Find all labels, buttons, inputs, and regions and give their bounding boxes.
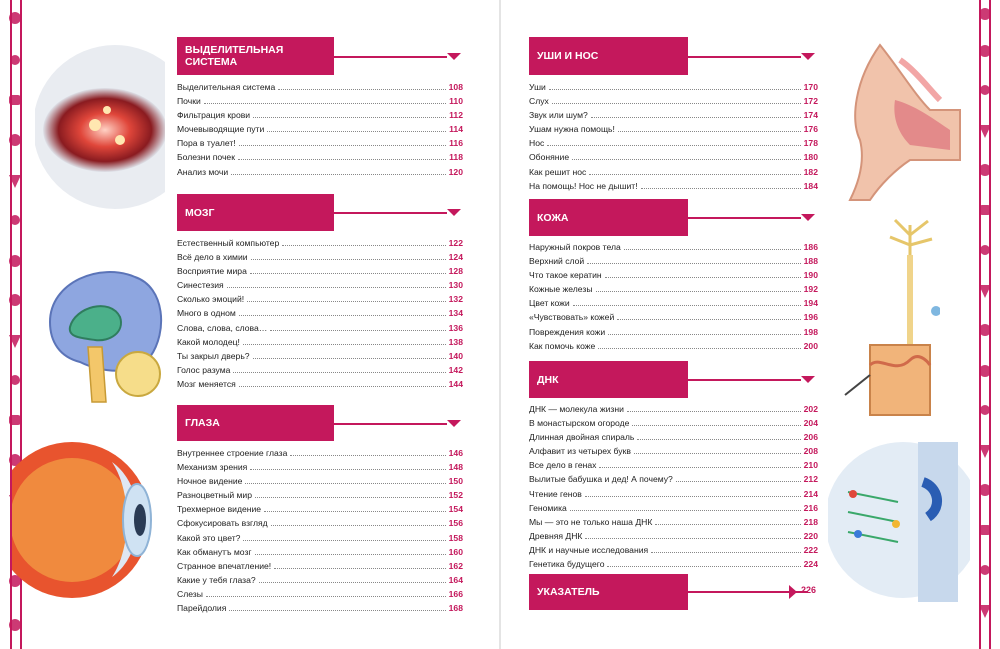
section-title: ДНК [529,361,688,398]
toc-entry[interactable]: Чтение генов 214 [529,488,818,499]
brain-illustration [40,262,170,407]
section-triangle-icon [447,420,461,427]
toc-entry[interactable]: Разноцветный мир 152 [177,490,463,501]
toc-entry[interactable]: Фильтрация крови 112 [177,110,463,121]
toc-entry[interactable]: ДНК и научные исследования 222 [529,544,818,555]
section-triangle-icon [801,376,815,383]
toc-entry[interactable]: Выделительная система 108 [177,82,463,92]
toc-entry[interactable]: В монастырском огороде 204 [529,418,818,429]
toc-entry-list [177,446,463,615]
kidney-tissue-illustration [35,40,165,215]
section-triangle-icon [801,214,815,221]
section-rule [688,217,801,219]
toc-entry[interactable]: Верхний слой 188 [529,256,818,267]
toc-entry-list [177,236,463,391]
toc-entry[interactable]: Какой молодец! 138 [177,336,463,347]
section-title: УШИ И НОС [529,37,688,75]
toc-entry[interactable]: Геномика 216 [529,502,818,513]
skin-neuron-illustration [840,215,940,420]
toc-entry[interactable]: Естественный компьютер 122 [177,238,463,248]
toc-entry[interactable]: Повреждения кожи 198 [529,326,818,337]
toc-entry-list [529,402,818,571]
border-line [979,0,981,649]
border-line [989,0,991,649]
toc-entry[interactable]: Наружный покров тела 186 [529,242,818,252]
toc-entry-list [529,80,818,193]
toc-entry[interactable]: Парейдолия 168 [177,603,463,614]
toc-entry[interactable]: Как решит нос 182 [529,166,818,177]
toc-entry[interactable]: Обоняние 180 [529,152,818,163]
toc-entry[interactable]: Сколько эмоций! 132 [177,294,463,305]
toc-entry[interactable]: Вылитые бабушка и дед! А почему? 212 [529,474,818,485]
toc-section-brain [177,194,463,391]
toc-entry[interactable]: Слова, слова, слова… 136 [177,322,463,333]
toc-entry[interactable]: Трехмерное видение 154 [177,504,463,515]
toc-entry[interactable]: Что такое кератин 190 [529,270,818,281]
toc-entry[interactable]: Генетика будущего 224 [529,559,818,570]
toc-entry[interactable]: Болезни почек 118 [177,152,463,163]
nose-illustration [840,40,972,208]
toc-entry[interactable]: Все дело в генах 210 [529,460,818,471]
toc-entry[interactable]: «Чувствовать» кожей 196 [529,312,818,323]
toc-section-eyes [177,405,463,615]
toc-entry[interactable]: Слезы 166 [177,588,463,599]
section-title: ВЫДЕЛИТЕЛЬНАЯ СИСТЕМА [177,37,334,75]
decorative-border-right [970,0,1000,649]
toc-entry[interactable]: Мочевыводящие пути 114 [177,124,463,135]
section-rule [334,56,447,58]
toc-entry[interactable]: Слух 172 [529,96,818,107]
toc-entry[interactable]: Как обманутъ мозг 160 [177,546,463,557]
toc-entry[interactable]: Странное впечатление! 162 [177,560,463,571]
toc-section-excretory [177,37,463,179]
toc-entry[interactable]: Синестезия 130 [177,280,463,291]
toc-entry[interactable]: ДНК — молекула жизни 202 [529,404,818,414]
toc-section-ears-nose [529,37,818,193]
toc-entry[interactable]: Всё дело в химии 124 [177,252,463,263]
toc-section-dna [529,361,818,571]
toc-entry[interactable]: Голос разума 142 [177,364,463,375]
section-triangle-icon [447,53,461,60]
toc-entry[interactable]: Анализ мочи 120 [177,166,463,177]
section-rule [688,56,801,58]
section-rule [334,423,447,425]
toc-entry[interactable]: Пора в туалет! 116 [177,138,463,149]
toc-entry-list [177,80,463,179]
index-page-number: 226 [801,585,817,595]
toc-entry[interactable]: Алфавит из четырех букв 208 [529,446,818,457]
toc-entry[interactable]: На помощь! Нос не дышит! 184 [529,180,818,191]
toc-entry-list [529,240,818,353]
toc-entry[interactable]: Ушам нужна помощь! 176 [529,124,818,135]
toc-entry[interactable]: Звук или шум? 174 [529,110,818,121]
toc-entry[interactable]: Нос 178 [529,138,818,149]
toc-index-entry[interactable] [529,574,819,610]
section-title: КОЖА [529,199,688,236]
book-spine [499,0,501,649]
toc-entry[interactable]: Сфокусировать взгляд 156 [177,518,463,529]
dna-lab-illustration [828,432,970,610]
toc-section-skin [529,199,818,353]
toc-entry[interactable]: Механизм зрения 148 [177,462,463,473]
toc-entry[interactable]: Внутреннее строение глаза 146 [177,448,463,458]
index-title: УКАЗАТЕЛЬ [529,574,688,610]
toc-entry[interactable]: Как помочь коже 200 [529,340,818,351]
toc-entry[interactable]: Почки 110 [177,96,463,107]
toc-entry[interactable]: Ночное видение 150 [177,476,463,487]
arrow-right-icon [789,585,797,599]
eye-illustration [12,432,160,607]
section-rule [334,212,447,214]
toc-entry[interactable]: Много в одном 134 [177,308,463,319]
toc-entry[interactable]: Древняя ДНК 220 [529,530,818,541]
toc-entry[interactable]: Уши 170 [529,82,818,92]
toc-entry[interactable]: Ты закрыл дверь? 140 [177,350,463,361]
section-title: ГЛАЗА [177,405,334,441]
section-rule [688,379,801,381]
toc-entry[interactable]: Какие у тебя глаза? 164 [177,574,463,585]
toc-entry[interactable]: Какой это цвет? 158 [177,532,463,543]
toc-entry[interactable]: Цвет кожи 194 [529,298,818,309]
section-triangle-icon [801,53,815,60]
toc-entry[interactable]: Мозг меняется 144 [177,378,463,389]
section-title: МОЗГ [177,194,334,231]
toc-entry[interactable]: Восприятие мира 128 [177,266,463,277]
section-triangle-icon [447,209,461,216]
toc-entry[interactable]: Кожные железы 192 [529,284,818,295]
toc-entry[interactable]: Мы — это не только наша ДНК 218 [529,516,818,527]
toc-entry[interactable]: Длинная двойная спираль 206 [529,432,818,443]
border-ornament-icons [970,0,1000,649]
